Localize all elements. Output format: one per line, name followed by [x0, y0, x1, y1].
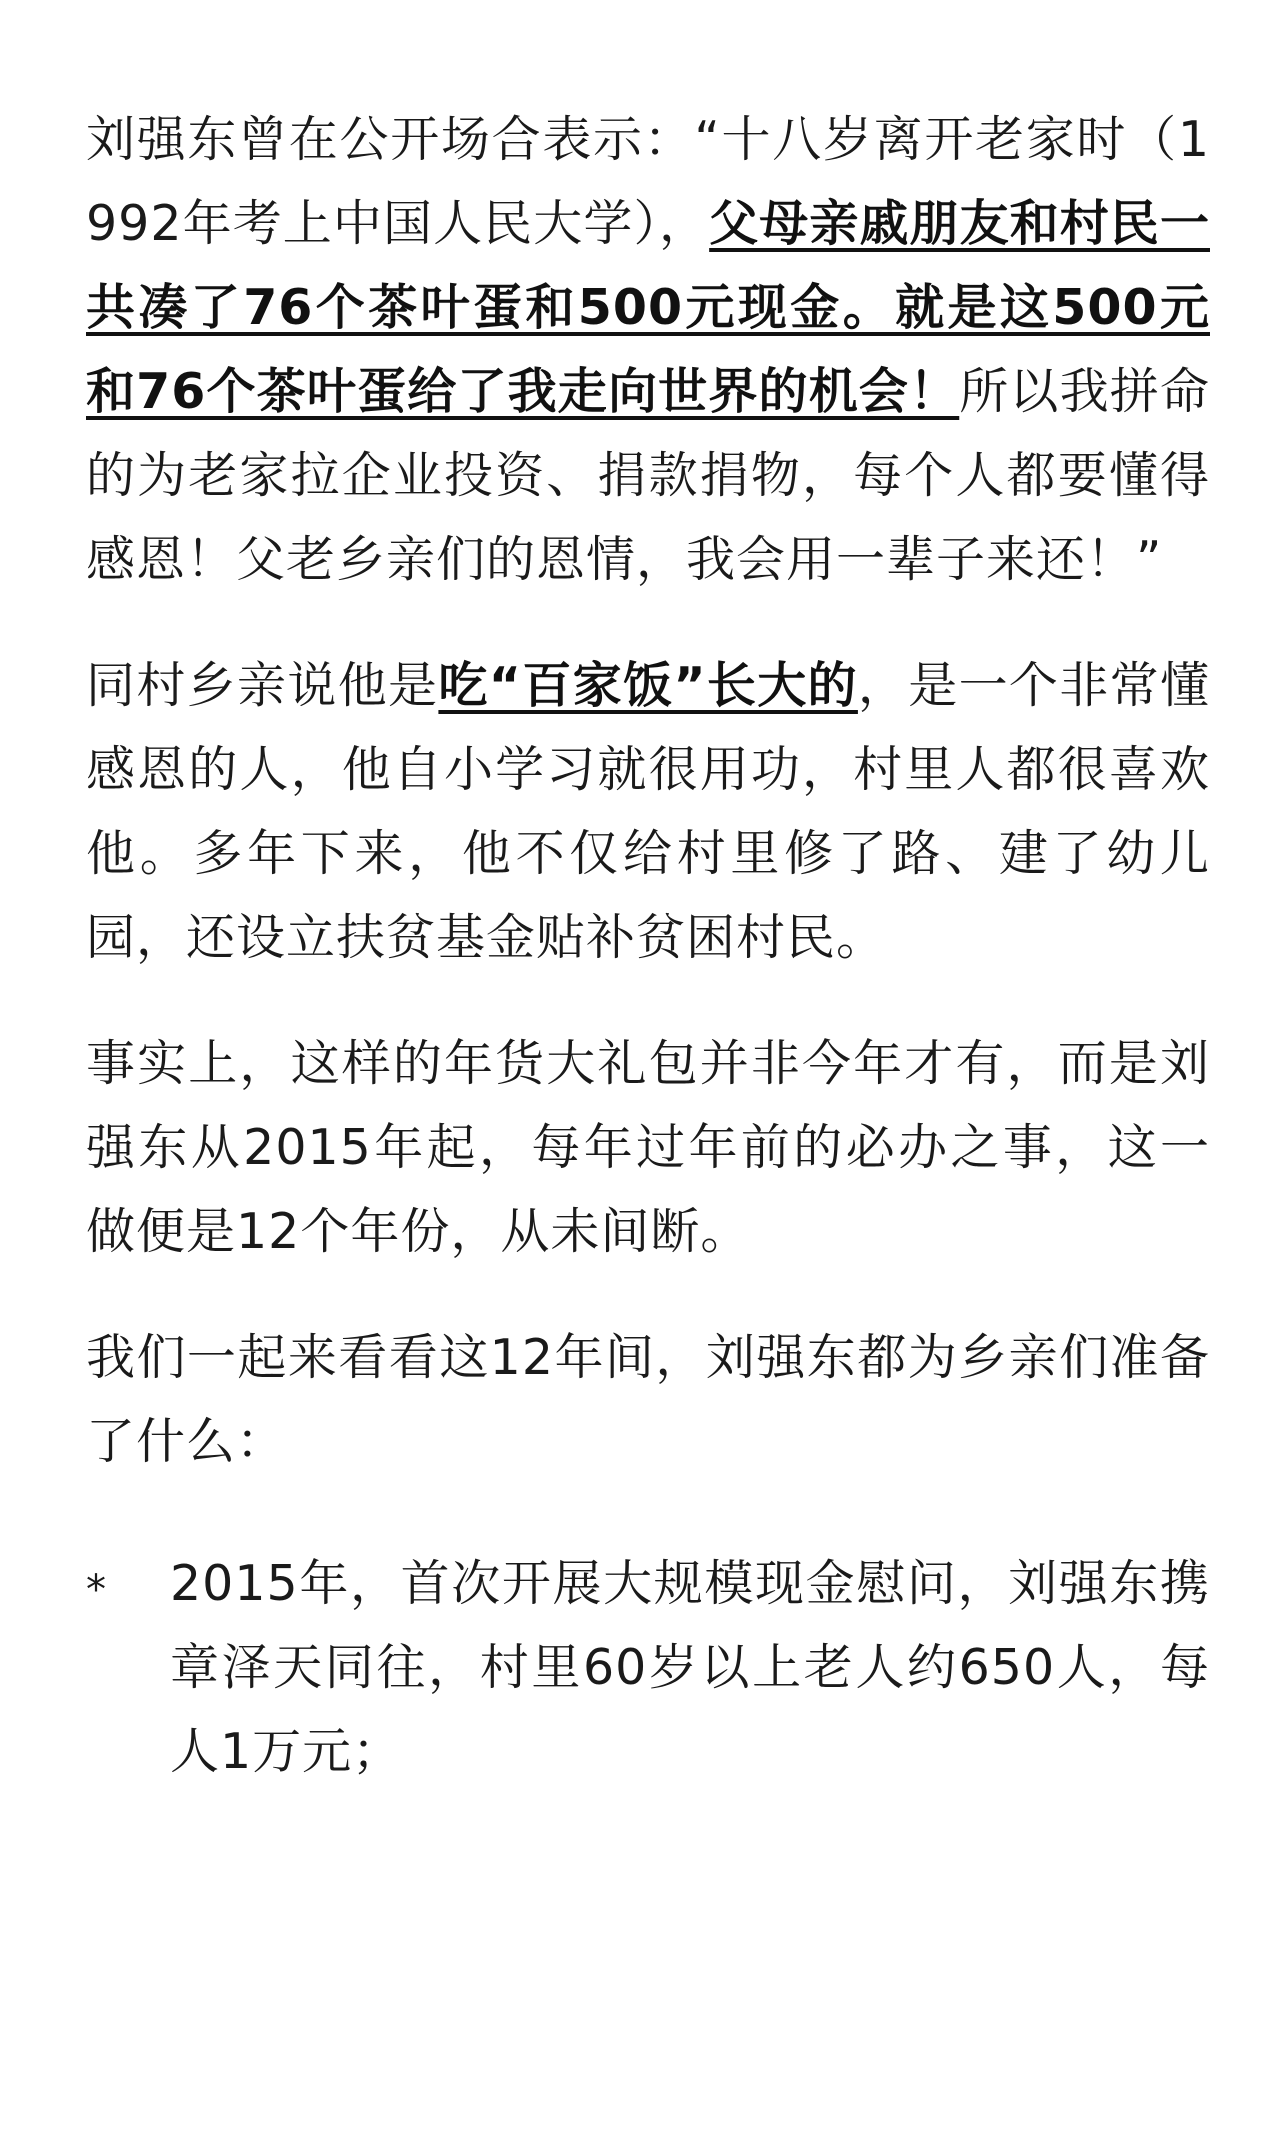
quote-tail-text: 所以我拼命的为老家拉企业投资、捐款捐物，每个人都要懂得感恩！父老乡亲们的恩情，我会用一辈子来还！”: [86, 363, 1210, 588]
article-body: [86, 98, 1210, 1794]
quote-highlight-text: 父母亲戚朋友和村民一共凑了76个茶叶蛋和500元现金。就是这500元和76个茶叶蛋给了我走向世界的机会！: [86, 195, 1210, 420]
villagers-tail-text: ，是一个非常懂感恩的人，他自小学习就很用功，村里人都很喜欢他。多年下来，他不仅给村里修了路、建了幼儿园，还设立扶贫基金贴补贫困村民。: [86, 657, 1210, 966]
list-item: [86, 1542, 1210, 1794]
villagers-highlight-text: 吃“百家饭”长大的: [438, 657, 858, 714]
yearly-gift-list: [86, 1542, 1210, 1794]
paragraph-villagers: [86, 644, 1210, 980]
paragraph-quote: [86, 98, 1210, 602]
paragraph-intro-list: 我们一起来看看这12年间，刘强东都为乡亲们准备了什么：: [86, 1329, 1210, 1470]
quote-lead-text: 刘强东曾在公开场合表示：“十八岁离开老家时（1992年考上中国人民大学），: [86, 111, 1210, 252]
paragraph-gift-history: 事实上，这样的年货大礼包并非今年才有，而是刘强东从2015年起，每年过年前的必办之事，这一做便是12个年份，从未间断。: [86, 1035, 1210, 1260]
bullet-marker: *: [86, 1567, 107, 1613]
villagers-lead-text: 同村乡亲说他是: [86, 657, 439, 714]
list-item-text: 2015年，首次开展大规模现金慰问，刘强东携章泽天同往，村里60岁以上老人约650人，每人1万元；: [170, 1555, 1210, 1780]
